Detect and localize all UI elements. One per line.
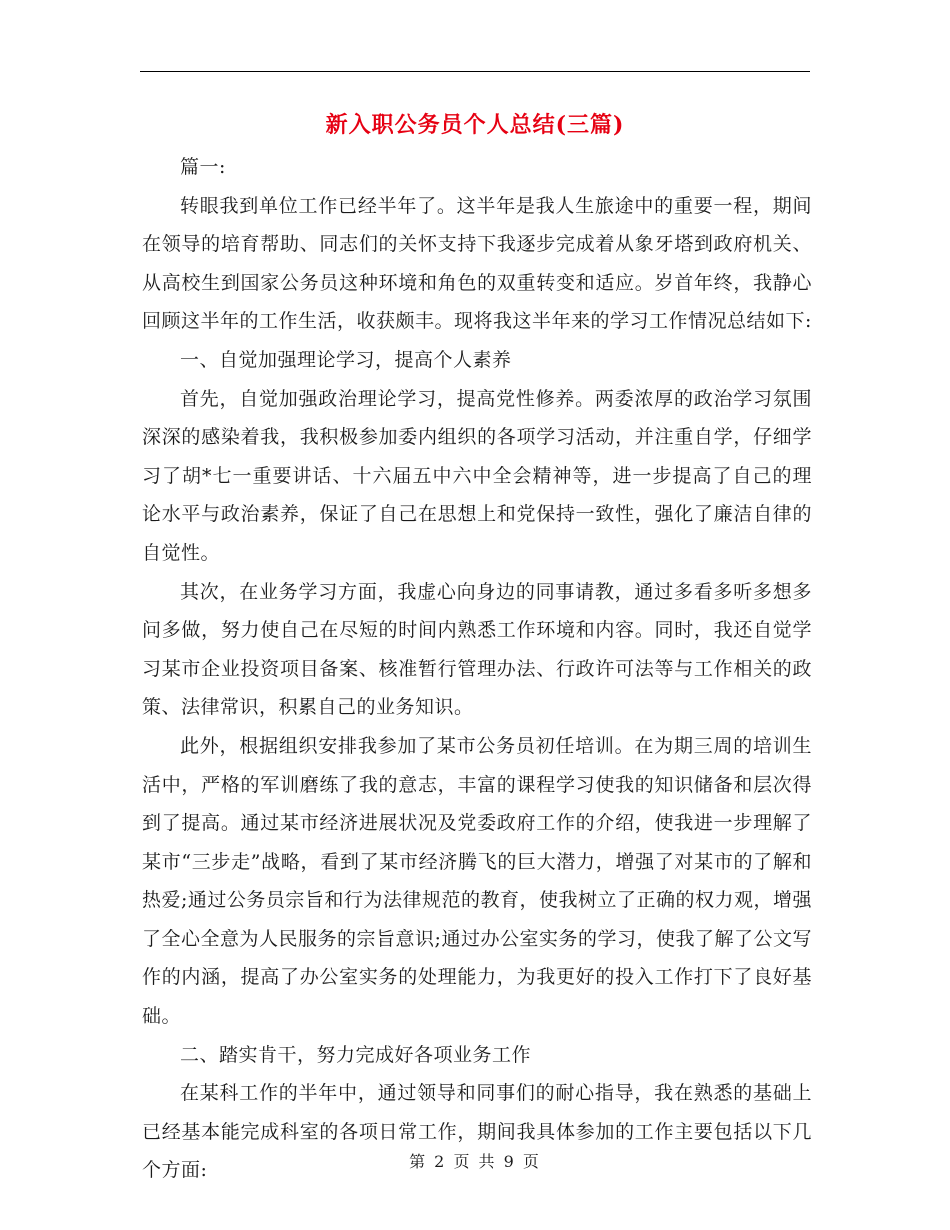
document-title: 新入职公务员个人总结(三篇): [325, 112, 625, 138]
paragraph-work-overview: 在某科工作的半年中，通过领导和同事们的耐心指导，我在熟悉的基础上已经基本能完成科室的各项日常工作，期间我具体参加的工作主要包括以下几个方面:: [142, 1082, 812, 1182]
page-number-footer: 第 2 页 共 9 页: [409, 1152, 541, 1171]
paragraph-training: 此外，根据组织安排我参加了某市公务员初任培训。在为期三周的培训生活中，严格的军训磨练了我的意志，丰富的课程学习使我的知识储备和层次得到了提高。通过某市经济进展状况及党委政府工作的介绍，使我进一步理解了某市“三步走”战略，看到了某市经济腾飞的巨大潜力，增强了对某市的了解和热爱;通过公务员宗旨和行为法律规范的教育，使我树立了正确的权力观，增强了全心全意为人民服务的宗旨意识;通过办公室实务的学习，使我了解了公文写作的内涵，提高了办公室实务的处理能力，为我更好的投入工作打下了良好基础。: [142, 734, 812, 1028]
paragraph-section-label: 篇一:: [180, 156, 226, 178]
paragraph-intro: 转眼我到单位工作已经半年了。这半年是我人生旅途中的重要一程，期间在领导的培育帮助、同志们的关怀支持下我逐步完成着从象牙塔到政府机关、从高校生到国家公务员这种环境和角色的双重转变和适应。岁首年终，我静心回顾这半年的工作生活，收获颇丰。现将我这半年来的学习工作情况总结如下:: [142, 194, 812, 333]
paragraph-business-study: 其次，在业务学习方面，我虚心向身边的同事请教，通过多看多听多想多问多做，努力使自己在尽短的时间内熟悉工作环境和内容。同时，我还自觉学习某市企业投资项目备案、核准暂行管理办法、行政许可法等与工作相关的政策、法律常识，积累自己的业务知识。: [142, 580, 812, 719]
paragraph-political-study: 首先，自觉加强政治理论学习，提高党性修养。两委浓厚的政治学习氛围深深的感染着我，我积极参加委内组织的各项学习活动，并注重自学，仔细学习了胡*七一重要讲话、十六届五中六中全会精神等，进一步提高了自己的理论水平与政治素养，保证了自己在思想上和党保持一致性，强化了廉洁自律的自觉性。: [142, 387, 812, 564]
heading-section-two: 二、踏实肯干，努力完成好各项业务工作: [180, 1043, 532, 1066]
header-rule: [140, 71, 810, 72]
document-body: [142, 148, 812, 1190]
heading-section-one: 一、自觉加强理论学习，提高个人素养: [180, 348, 512, 371]
